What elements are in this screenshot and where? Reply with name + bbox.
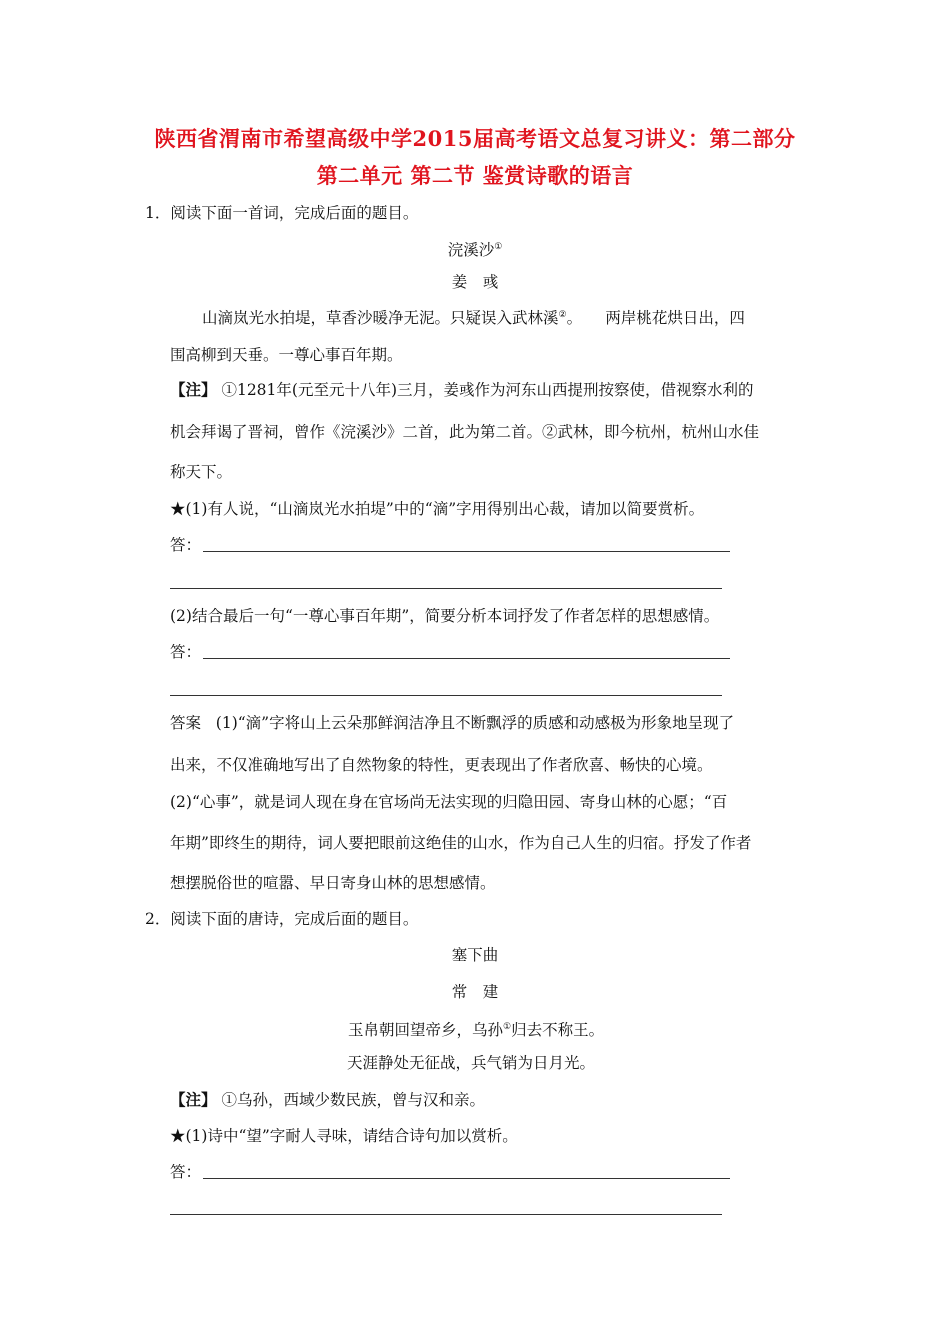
q1-key-line4: 年期”即终生的期待，词人要把眼前这绝佳的山水，作为自己人生的归宿。抒发了作者 bbox=[170, 834, 752, 852]
q1-answer-label-1: 答： bbox=[170, 536, 202, 554]
q1-poem-body-line1 bbox=[202, 305, 745, 328]
q1-body-line1-a: 山滴岚光水拍堤，草香沙暖净无泥。只疑误入武林溪 bbox=[202, 309, 559, 328]
q1-body-footnote: ② bbox=[558, 310, 567, 320]
q2-sub-question-1: ★(1)诗中“望”字耐人寻味，请结合诗句加以赏析。 bbox=[170, 1127, 518, 1145]
q1-poem-title bbox=[0, 237, 950, 260]
q1-note-line1-text: ①1281年(元至元十八年)三月，姜彧作为河东山西提刑按察使，借视察水利的 bbox=[221, 381, 754, 399]
q1-key-label: 答案 bbox=[170, 714, 202, 732]
q1-poem-title-text: 浣溪沙 bbox=[447, 241, 495, 260]
q1-key-line1-text: (1)“滴”字将山上云朵那鲜润洁净且不断飘浮的质感和动感极为形象地呈现了 bbox=[215, 714, 735, 732]
q2-verse1-a: 玉帛朝回望帝乡，乌孙 bbox=[348, 1021, 504, 1040]
q2-poem-title: 塞下曲 bbox=[451, 946, 499, 964]
q1-key-line3: (2)“心事”，就是词人现在身在官场尚无法实现的归隐田园、寄身山林的心愿；“百 bbox=[170, 793, 728, 811]
answer-line bbox=[170, 588, 722, 589]
q1-key-line1 bbox=[170, 713, 734, 733]
q1-poem-body-line2: 围高柳到天垂。一尊心事百年期。 bbox=[170, 346, 403, 364]
answer-line bbox=[170, 1214, 722, 1215]
q2-note-text: ①乌孙，西域少数民族，曾与汉和亲。 bbox=[221, 1091, 485, 1109]
q2-author: 常 建 bbox=[451, 983, 499, 1001]
q1-poem-title-footnote: ① bbox=[494, 242, 503, 252]
q1-key-line2: 出来，不仅准确地写出了自然物象的特性，更表现出了作者欣喜、畅快的心境。 bbox=[170, 756, 713, 774]
q1-note-line2: 机会拜谒了晋祠，曾作《浣溪沙》二首，此为第二首。②武林，即今杭州，杭州山水佳 bbox=[170, 423, 760, 441]
q2-verse1-b: 归去不称王。 bbox=[511, 1021, 605, 1040]
q2-note bbox=[170, 1090, 485, 1110]
answer-line bbox=[203, 1178, 730, 1179]
q2-stem: 2．阅读下面的唐诗，完成后面的题目。 bbox=[145, 910, 419, 928]
answer-line bbox=[170, 695, 722, 696]
document-title-line1: 陕西省渭南市希望高级中学2015届高考语文总复习讲义：第二部分 bbox=[154, 126, 796, 151]
q1-sub-question-1: ★(1)有人说，“山滴岚光水拍堤”中的“滴”字用得别出心裁，请加以简要赏析。 bbox=[170, 500, 705, 518]
q2-note-label: 【注】 bbox=[170, 1090, 217, 1109]
answer-line bbox=[203, 658, 730, 659]
q1-answer-label-2: 答： bbox=[170, 643, 202, 661]
q1-note-label: 【注】 bbox=[170, 380, 217, 399]
q2-answer-label-1: 答： bbox=[170, 1163, 202, 1181]
answer-line bbox=[203, 551, 730, 552]
document-title-line2: 第二单元 第二节 鉴赏诗歌的语言 bbox=[316, 163, 634, 188]
q1-note-line3: 称天下。 bbox=[170, 463, 233, 481]
q1-note-line1 bbox=[170, 380, 754, 400]
q2-verse-footnote: ① bbox=[503, 1022, 512, 1032]
q2-verse-line2: 天涯静处无征战，兵气销为日月光。 bbox=[347, 1054, 596, 1072]
q2-verse-line1 bbox=[348, 1017, 604, 1040]
q1-stem: 1．阅读下面一首词，完成后面的题目。 bbox=[145, 204, 419, 222]
q1-sub-question-2: (2)结合最后一句“一尊心事百年期”，简要分析本词抒发了作者怎样的思想感情。 bbox=[170, 607, 720, 625]
q1-key-line5: 想摆脱俗世的喧嚣、早日寄身山林的思想感情。 bbox=[170, 874, 496, 892]
q1-body-line1-b: 。 两岸桃花烘日出，四 bbox=[566, 309, 745, 328]
q1-author: 姜 彧 bbox=[451, 273, 499, 291]
